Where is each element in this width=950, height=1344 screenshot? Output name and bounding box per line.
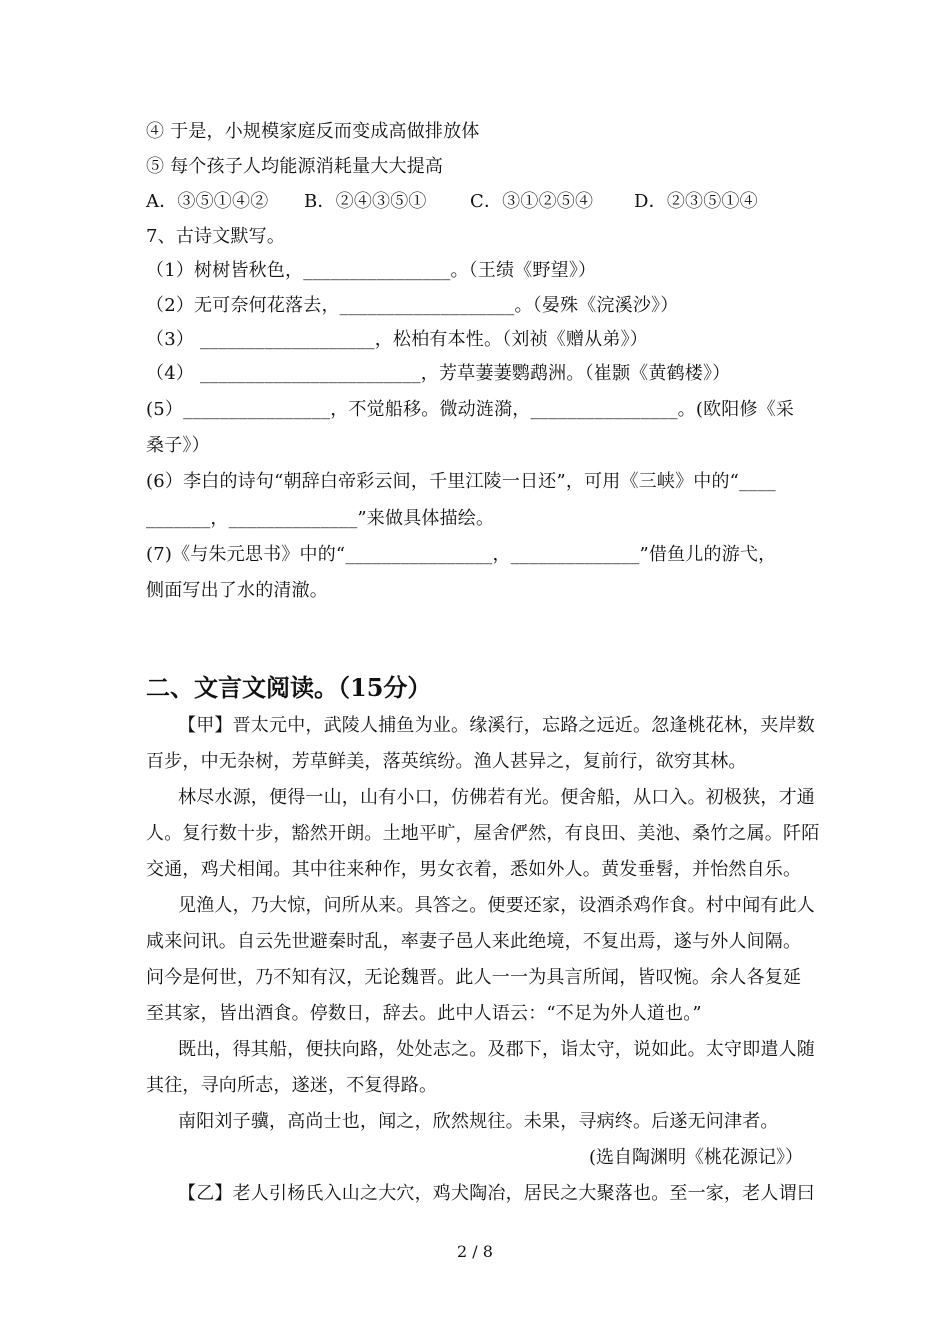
option-c: C．③①②⑤④ [470,191,594,212]
q7-line-7-cont: 侧面写出了水的清澈。 [146,580,328,601]
passage-line: 问今是何世，乃不知有汉，无论魏晋。此人一一为具言所闻，皆叹惋。余人各复延 [146,967,802,988]
section-heading: 二、文言文阅读。（15分） [146,673,432,702]
page-number: 2 / 8 [457,1242,493,1261]
passage-line: 交通，鸡犬相闻。其中往来种作，男女衣着，悉如外人。黄发垂髫，并怡然自乐。 [146,859,802,880]
q7-line-6: (6）李白的诗句“朝辞白帝彩云间，千里江陵一日还”，可用《三峡》中的“____ [146,471,776,492]
question-item-4: ④ 于是，小规模家庭反而变成高做排放体 [146,121,480,142]
option-a: A．③⑤①④② [146,191,269,212]
option-b: B．②④③⑤① [304,191,427,212]
passage-line: 人。复行数十步，豁然开朗。土地平旷，屋舍俨然，有良田、美池、桑竹之属。阡陌 [146,823,820,844]
passage-line: 林尽水源，便得一山，山有小口，仿佛若有光。便舍船，从口入。初极狭，才通 [178,787,815,808]
answer-options [146,190,786,214]
passage-yi-line: 【乙】老人引杨氏入山之大穴，鸡犬陶冶，居民之大聚落也。至一家，老人谓曰 [178,1183,815,1204]
passage-line: 南阳刘子骥，高尚士也，闻之，欣然规往。未果，寻病终。后遂无问津者。 [178,1111,779,1132]
passage-line: 其往，寻向所志，遂迷，不复得路。 [146,1075,438,1096]
q7-line-1: （1）树树皆秋色，________________。（王绩《野望》） [146,260,597,281]
q7-line-5: (5）________________，不觉船移。微动涟漪，________________。(欧阳修《采 [146,399,795,420]
passage-line: 至其家，皆出酒食。停数日，辞去。此中人语云：“不足为外人道也。” [146,1003,702,1024]
q7-line-2: （2）无可奈何花落去，___________________。（晏殊《浣溪沙》） [146,295,679,316]
passage-line: 既出，得其船，便扶向路，处处志之。及郡下，诣太守，说如此。太守即遣人随 [178,1039,815,1060]
q7-line-5-cont: 桑子》） [146,435,210,456]
passage-line: 咸来问讯。自云先世避秦时乱，率妻子邑人来此绝境，不复出焉，遂与外人间隔。 [146,931,802,952]
q7-line-3: （3） ___________________，松柏有本性。（刘祯《赠从弟》） [146,329,648,350]
passage-line: 【甲】晋太元中，武陵人捕鱼为业。缘溪行，忘路之远近。忽逢桃花林，夹岸数 [178,715,815,736]
passage-line: 见渔人，乃大惊，问所从来。具答之。便要还家，设酒杀鸡作食。村中闻有此人 [178,895,815,916]
q7-line-7: (7)《与朱元思书》中的“________________，______________”借鱼儿的游弋， [146,544,777,565]
question-7-title: 7、古诗文默写。 [146,226,286,247]
passage-line: 百步，中无杂树，芳草鲜美，落英缤纷。渔人甚异之，复前行，欲穷其林。 [146,751,747,772]
option-d: D．②③⑤①④ [634,191,758,212]
passage-source: (选自陶渊明《桃花源记》） [588,1147,803,1168]
question-item-5: ⑤ 每个孩子人均能源消耗量大大提高 [146,156,444,177]
q7-line-6-cont: _______，______________”来做具体描绘。 [146,508,495,529]
q7-line-4: （4） ________________________，芳草萋萋鹦鹉洲。（崔颢《黄鹤楼》） [146,363,731,384]
